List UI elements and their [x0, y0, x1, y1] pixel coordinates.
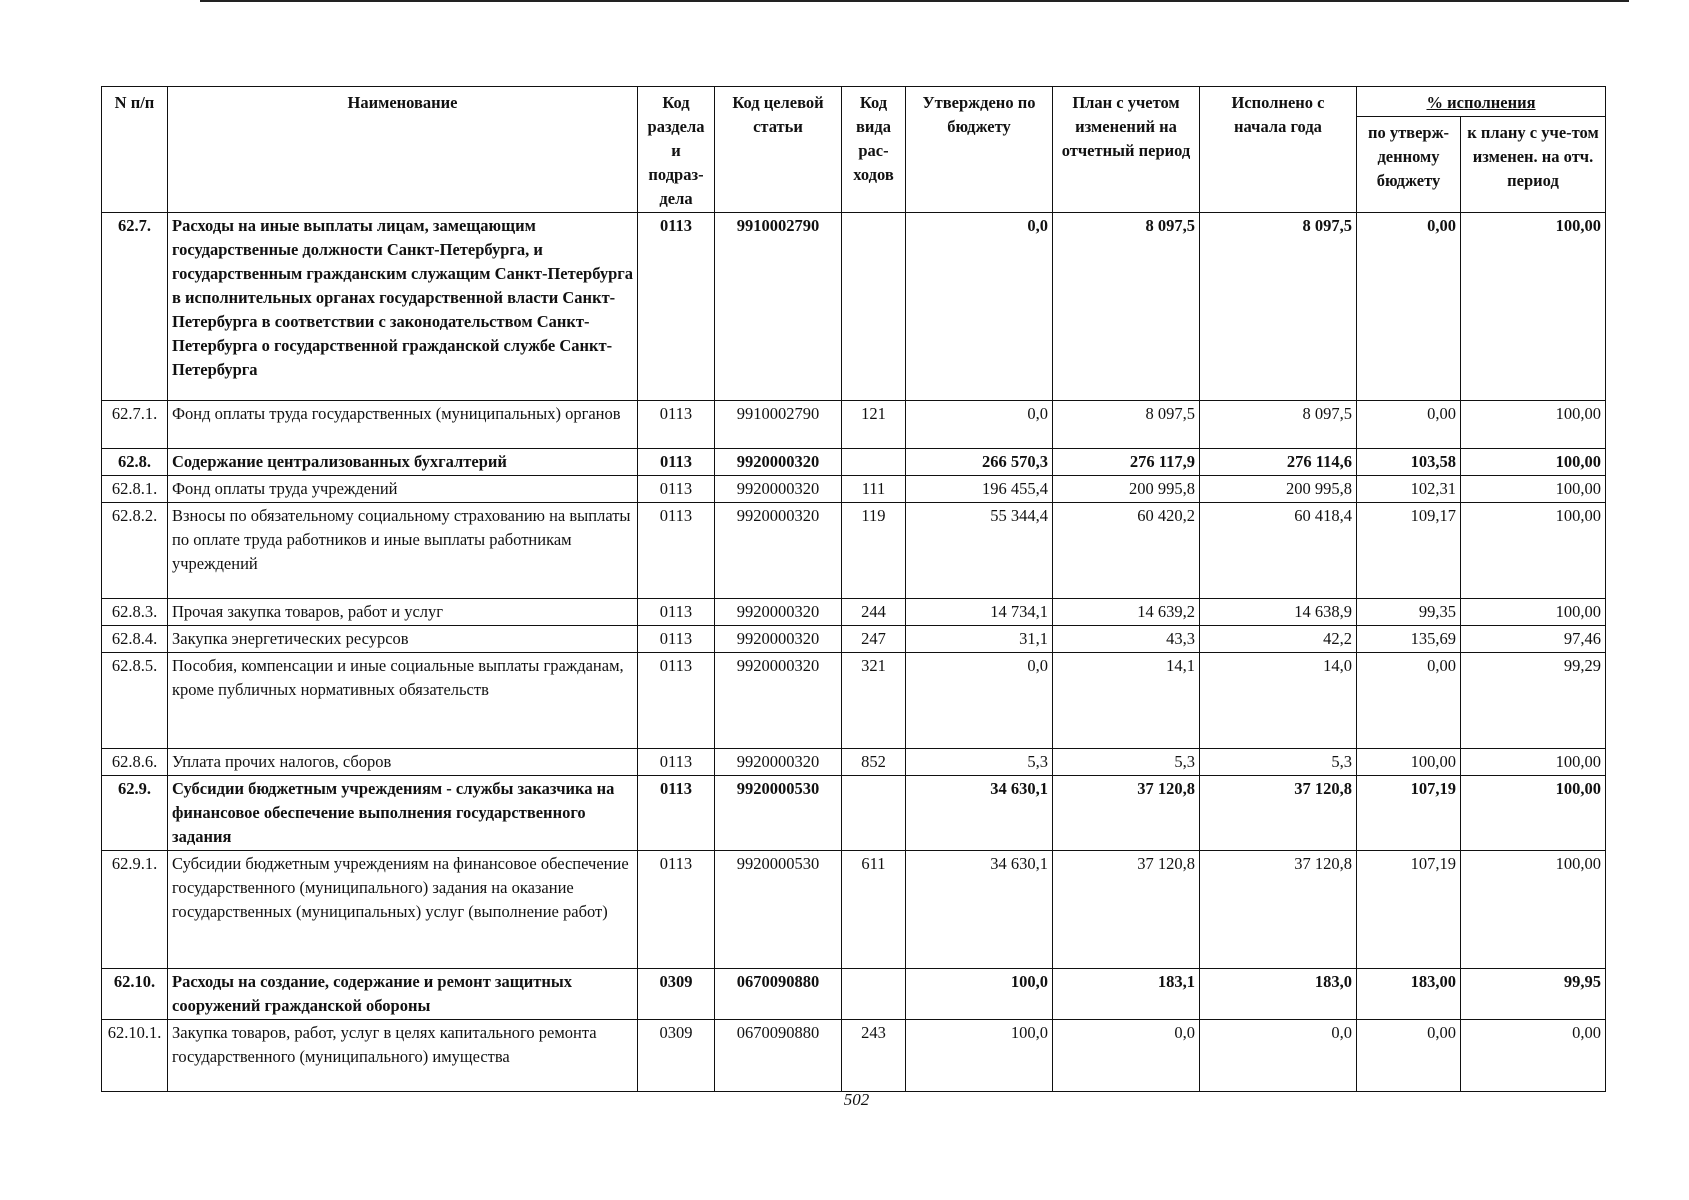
plan-value: 60 420,2 [1053, 503, 1200, 599]
plan-value: 8 097,5 [1053, 213, 1200, 401]
pct-budget-value: 0,00 [1357, 653, 1461, 749]
plan-value: 0,0 [1053, 1020, 1200, 1092]
approved-value: 266 570,3 [906, 449, 1053, 476]
top-rule [200, 0, 1629, 2]
header-plan: План с учетом изменений на отчетный период [1053, 87, 1200, 213]
pct-budget-value: 135,69 [1357, 626, 1461, 653]
executed-value: 37 120,8 [1200, 776, 1357, 851]
kind-code [842, 449, 906, 476]
executed-value: 8 097,5 [1200, 213, 1357, 401]
pct-budget-value: 0,00 [1357, 401, 1461, 449]
kind-code: 243 [842, 1020, 906, 1092]
row-number: 62.10. [102, 969, 168, 1020]
table-row [102, 213, 1606, 401]
executed-value: 200 995,8 [1200, 476, 1357, 503]
pct-plan-value: 100,00 [1461, 749, 1606, 776]
row-name: Субсидии бюджетным учреждениям на финансовое обеспечение государственного (муниципального) задания на оказание государственных (муниципальных) услуг (выполнение работ) [168, 851, 638, 969]
kind-code: 321 [842, 653, 906, 749]
executed-value: 42,2 [1200, 626, 1357, 653]
kind-code: 119 [842, 503, 906, 599]
section-code: 0113 [638, 449, 715, 476]
target-code: 9910002790 [715, 213, 842, 401]
table-row [102, 503, 1606, 599]
target-code: 0670090880 [715, 1020, 842, 1092]
section-code: 0309 [638, 969, 715, 1020]
executed-value: 276 114,6 [1200, 449, 1357, 476]
row-number: 62.9.1. [102, 851, 168, 969]
section-code: 0113 [638, 626, 715, 653]
target-code: 9920000320 [715, 599, 842, 626]
header-num: N п/п [102, 87, 168, 213]
executed-value: 5,3 [1200, 749, 1357, 776]
plan-value: 14 639,2 [1053, 599, 1200, 626]
approved-value: 31,1 [906, 626, 1053, 653]
row-name: Уплата прочих налогов, сборов [168, 749, 638, 776]
target-code: 9920000320 [715, 749, 842, 776]
pct-plan-value: 100,00 [1461, 599, 1606, 626]
kind-code: 244 [842, 599, 906, 626]
approved-value: 0,0 [906, 653, 1053, 749]
row-number: 62.8.2. [102, 503, 168, 599]
plan-value: 14,1 [1053, 653, 1200, 749]
table-row [102, 401, 1606, 449]
pct-plan-value: 100,00 [1461, 449, 1606, 476]
pct-plan-value: 0,00 [1461, 1020, 1606, 1092]
pct-plan-value: 100,00 [1461, 851, 1606, 969]
section-code: 0113 [638, 599, 715, 626]
pct-budget-value: 107,19 [1357, 851, 1461, 969]
target-code: 9920000320 [715, 653, 842, 749]
header-approved: Утверждено по бюджету [906, 87, 1053, 213]
kind-code: 852 [842, 749, 906, 776]
pct-budget-value: 109,17 [1357, 503, 1461, 599]
pct-budget-value: 102,31 [1357, 476, 1461, 503]
row-number: 62.8.4. [102, 626, 168, 653]
pct-budget-value: 99,35 [1357, 599, 1461, 626]
kind-code: 247 [842, 626, 906, 653]
pct-plan-value: 97,46 [1461, 626, 1606, 653]
approved-value: 34 630,1 [906, 851, 1053, 969]
plan-value: 8 097,5 [1053, 401, 1200, 449]
target-code: 9920000530 [715, 776, 842, 851]
table-row [102, 776, 1606, 851]
header-target-code: Код целевой статьи [715, 87, 842, 213]
table-row [102, 626, 1606, 653]
table-header [102, 87, 1606, 213]
section-code: 0113 [638, 851, 715, 969]
header-executed: Исполнено с начала года [1200, 87, 1357, 213]
plan-value: 200 995,8 [1053, 476, 1200, 503]
section-code: 0113 [638, 776, 715, 851]
plan-value: 5,3 [1053, 749, 1200, 776]
kind-code [842, 213, 906, 401]
header-pct-group: % исполнения [1357, 87, 1606, 117]
target-code: 0670090880 [715, 969, 842, 1020]
kind-code [842, 776, 906, 851]
target-code: 9920000530 [715, 851, 842, 969]
row-name: Расходы на создание, содержание и ремонт защитных сооружений гражданской обороны [168, 969, 638, 1020]
pct-plan-value: 100,00 [1461, 213, 1606, 401]
table-row [102, 1020, 1606, 1092]
row-name: Закупка товаров, работ, услуг в целях капитального ремонта государственного (муниципального) имущества [168, 1020, 638, 1092]
approved-value: 14 734,1 [906, 599, 1053, 626]
pct-plan-value: 100,00 [1461, 476, 1606, 503]
table-row [102, 969, 1606, 1020]
approved-value: 55 344,4 [906, 503, 1053, 599]
row-name: Закупка энергетических ресурсов [168, 626, 638, 653]
executed-value: 60 418,4 [1200, 503, 1357, 599]
pct-plan-value: 100,00 [1461, 776, 1606, 851]
table-body [102, 213, 1606, 1092]
executed-value: 14 638,9 [1200, 599, 1357, 626]
plan-value: 43,3 [1053, 626, 1200, 653]
row-number: 62.8.5. [102, 653, 168, 749]
target-code: 9920000320 [715, 476, 842, 503]
pct-budget-value: 100,00 [1357, 749, 1461, 776]
row-name: Фонд оплаты труда учреждений [168, 476, 638, 503]
approved-value: 0,0 [906, 401, 1053, 449]
section-code: 0309 [638, 1020, 715, 1092]
section-code: 0113 [638, 749, 715, 776]
row-name: Пособия, компенсации и иные социальные выплаты гражданам, кроме публичных нормативных обязательств [168, 653, 638, 749]
row-name: Расходы на иные выплаты лицам, замещающим государственные должности Санкт-Петербурга, и государственным гражданским служащим Санкт-Петербурга в исполнительных органах государственной власти Санкт-Петербурга в соответствии с законодательством Санкт-Петербурга о государственной гражданской службе Санкт-Петербурга [168, 213, 638, 401]
table-row [102, 749, 1606, 776]
row-name: Фонд оплаты труда государственных (муниципальных) органов [168, 401, 638, 449]
header-pct-budget: по утверж-денному бюджету [1357, 117, 1461, 213]
table-row [102, 476, 1606, 503]
executed-value: 37 120,8 [1200, 851, 1357, 969]
approved-value: 100,0 [906, 969, 1053, 1020]
header-name: Наименование [168, 87, 638, 213]
kind-code [842, 969, 906, 1020]
table-row [102, 449, 1606, 476]
pct-plan-value: 100,00 [1461, 503, 1606, 599]
page-number: 502 [843, 1090, 870, 1109]
row-number: 62.8.6. [102, 749, 168, 776]
row-name: Взносы по обязательному социальному страхованию на выплаты по оплате труда работников и иные выплаты работникам учреждений [168, 503, 638, 599]
target-code: 9920000320 [715, 626, 842, 653]
row-number: 62.7.1. [102, 401, 168, 449]
row-name: Содержание централизованных бухгалтерий [168, 449, 638, 476]
section-code: 0113 [638, 401, 715, 449]
executed-value: 8 097,5 [1200, 401, 1357, 449]
plan-value: 37 120,8 [1053, 851, 1200, 969]
row-number: 62.8.1. [102, 476, 168, 503]
executed-value: 14,0 [1200, 653, 1357, 749]
header-section-code: Код раздела и подраз-дела [638, 87, 715, 213]
pct-budget-value: 0,00 [1357, 213, 1461, 401]
kind-code: 611 [842, 851, 906, 969]
table-row [102, 653, 1606, 749]
target-code: 9910002790 [715, 401, 842, 449]
target-code: 9920000320 [715, 449, 842, 476]
approved-value: 100,0 [906, 1020, 1053, 1092]
row-name: Субсидии бюджетным учреждениям - службы заказчика на финансовое обеспечение выполнения государственного задания [168, 776, 638, 851]
approved-value: 34 630,1 [906, 776, 1053, 851]
row-number: 62.8.3. [102, 599, 168, 626]
plan-value: 37 120,8 [1053, 776, 1200, 851]
executed-value: 0,0 [1200, 1020, 1357, 1092]
table-row [102, 851, 1606, 969]
row-number: 62.7. [102, 213, 168, 401]
plan-value: 183,1 [1053, 969, 1200, 1020]
budget-execution-table [101, 86, 1606, 1092]
section-code: 0113 [638, 476, 715, 503]
kind-code: 121 [842, 401, 906, 449]
pct-budget-value: 103,58 [1357, 449, 1461, 476]
pct-plan-value: 99,95 [1461, 969, 1606, 1020]
section-code: 0113 [638, 653, 715, 749]
row-number: 62.9. [102, 776, 168, 851]
row-name: Прочая закупка товаров, работ и услуг [168, 599, 638, 626]
header-kind-code: Код вида рас-ходов [842, 87, 906, 213]
header-pct-plan: к плану с уче-том изменен. на отч. период [1461, 117, 1606, 213]
section-code: 0113 [638, 503, 715, 599]
executed-value: 183,0 [1200, 969, 1357, 1020]
table-row [102, 599, 1606, 626]
approved-value: 0,0 [906, 213, 1053, 401]
approved-value: 196 455,4 [906, 476, 1053, 503]
row-number: 62.10.1. [102, 1020, 168, 1092]
pct-budget-value: 183,00 [1357, 969, 1461, 1020]
pct-plan-value: 99,29 [1461, 653, 1606, 749]
kind-code: 111 [842, 476, 906, 503]
plan-value: 276 117,9 [1053, 449, 1200, 476]
approved-value: 5,3 [906, 749, 1053, 776]
pct-plan-value: 100,00 [1461, 401, 1606, 449]
row-number: 62.8. [102, 449, 168, 476]
target-code: 9920000320 [715, 503, 842, 599]
section-code: 0113 [638, 213, 715, 401]
pct-budget-value: 107,19 [1357, 776, 1461, 851]
pct-budget-value: 0,00 [1357, 1020, 1461, 1092]
